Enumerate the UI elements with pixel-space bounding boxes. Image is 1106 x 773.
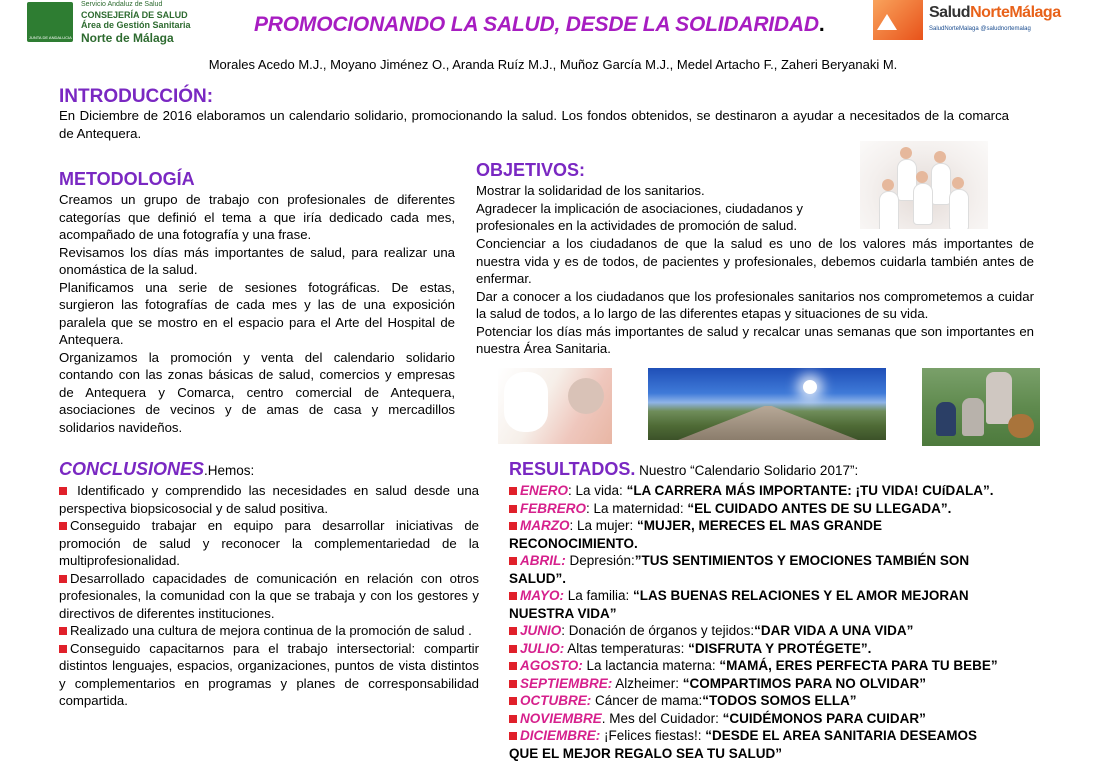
month-phrase: “CUIDÉMONOS PARA CUIDAR” — [722, 710, 926, 726]
poster-title-dot: . — [818, 13, 825, 36]
month-row-continued — [509, 535, 638, 553]
list-item — [59, 622, 479, 640]
month-row — [509, 710, 926, 728]
month-theme: : La maternidad: — [586, 500, 688, 516]
month-label: MAYO: — [520, 588, 564, 603]
conclusion-text: Desarrollado capacidades de comunicación en relación con otros profesionales, la comunidad con la que se trabaja y con los gestores y directivos de diferentes instituciones. — [59, 570, 479, 621]
staff-group-photo — [860, 141, 988, 229]
conclusion-text: Realizado una cultura de mejora continua de la promoción de salud . — [70, 623, 472, 638]
junta-emblem-icon — [27, 2, 73, 42]
month-label: MARZO — [520, 518, 570, 533]
metodologia-heading: METODOLOGÍA — [59, 169, 195, 189]
month-theme: . Mes del Cuidador: — [601, 710, 723, 726]
month-row — [509, 552, 969, 570]
bullet-square-icon — [509, 715, 517, 723]
poster-title — [254, 13, 824, 37]
month-theme: Altas temperaturas: — [564, 640, 689, 656]
objetivos-heading: OBJETIVOS: — [476, 160, 586, 180]
metodologia-paragraph: Planificamos una serie de sesiones fotográficas. De estas, surgieron las fotografías de cada mes y las de una exposición paralela que se mostro en el espacio para el Arte del Hospital de Antequera. — [59, 279, 455, 347]
snm-brand-a: Salud — [929, 4, 971, 21]
bullet-square-icon — [59, 645, 67, 653]
authors-line: Morales Acedo M.J., Moyano Jiménez O., Aranda Ruíz M.J., Muñoz García M.J., Medel Artacho F., Zaheri Beryanaki M. — [208, 57, 898, 72]
month-phrase: “TODOS SOMOS ELLA” — [702, 693, 857, 708]
month-label: DICIEMBRE: — [520, 728, 601, 743]
bullet-square-icon — [509, 732, 517, 740]
resultados-header — [509, 459, 858, 480]
month-phrase-continued: SALUD”. — [509, 570, 566, 586]
junta-line-3: Norte de Málaga — [81, 31, 174, 45]
junta-emblem-text: JUNTA DE ANDALUCIA — [29, 35, 72, 40]
month-theme: Depresión: — [565, 553, 635, 568]
month-row-continued — [509, 570, 566, 588]
junta-line-2: Área de Gestión Sanitaria — [81, 20, 191, 30]
month-theme: Alzheimer: — [612, 675, 683, 691]
resultados-lead: Nuestro “Calendario Solidario 2017”: — [635, 463, 859, 478]
objetivo-paragraph: Potenciar los días más importantes de salud y recalcar unas semanas que son importantes en nuestra Área Sanitaria. — [476, 323, 1034, 356]
objetivo-paragraph: Mostrar la solidaridad de los sanitarios. — [476, 183, 705, 198]
month-row-continued — [509, 745, 782, 763]
snm-brand-b: NorteMálaga — [970, 4, 1061, 21]
mountain-icon — [873, 0, 923, 40]
month-label: SEPTIEMBRE: — [520, 675, 613, 691]
month-row — [509, 482, 994, 500]
family-with-dog-photo — [922, 368, 1040, 446]
month-theme: La lactancia materna: — [582, 658, 720, 673]
month-row — [509, 657, 998, 675]
conclusiones-header — [59, 459, 254, 480]
month-phrase: “MAMÁ, ERES PERFECTA PARA TU BEBE” — [719, 658, 998, 673]
snm-brand-text — [929, 4, 1061, 22]
month-phrase: “DAR VIDA A UNA VIDA” — [754, 623, 914, 638]
objetivo-paragraph: Dar a conocer a los ciudadanos que los profesionales sanitarios nos comprometemos a cuidar la salud de todos, a lo largo de las diferentes etapas y situaciones de su vida. — [476, 288, 1034, 321]
conclusion-text: Conseguido capacitarnos para el trabajo intersectorial: compartir distintos lenguajes, espacios, organizaciones, puntos de vista distintos y complementarios en programas y planes de corresponsabilidad compartida. — [59, 640, 479, 708]
bullet-square-icon — [509, 697, 517, 705]
month-phrase: “MUJER, MERECES EL MAS GRANDE — [637, 518, 883, 533]
conclusiones-list — [59, 482, 479, 710]
month-row — [509, 640, 871, 658]
bullet-square-icon — [59, 487, 67, 495]
month-theme: : La mujer: — [569, 518, 638, 533]
bullet-square-icon — [509, 627, 517, 635]
metodologia-paragraph: Creamos un grupo de trabajo con profesionales de diferentes categorías que definió el tema a que iría dedicado cada mes, acompañado de una fotografía y una frase. — [59, 192, 455, 242]
snm-social-handles: SaludNorteMalaga @saludnortemalag — [929, 26, 1031, 32]
month-row-continued — [509, 605, 617, 623]
junta-line-0: Servicio Andaluz de Salud — [81, 1, 163, 8]
intro-text: En Diciembre de 2016 elaboramos un calendario solidario, promocionando la salud. Los fondos obtenidos, se destinaron a ayudar a necesitados de la comarca de Antequera. — [59, 108, 1009, 141]
month-phrase: ”TUS SENTIMIENTOS Y EMOCIONES TAMBIÉN SON — [634, 553, 970, 568]
objetivos-body — [476, 235, 1034, 358]
month-row — [509, 517, 882, 535]
list-item — [59, 570, 479, 623]
objetivo-paragraph: Agradecer la implicación de asociaciones, ciudadanos y profesionales en la actividades de promoción de salud. — [476, 200, 803, 233]
month-label: FEBRERO — [520, 500, 587, 516]
bullet-square-icon — [59, 575, 67, 583]
list-item — [59, 640, 479, 710]
objetivo-paragraph: Concienciar a los ciudadanos de que la salud es uno de los valores más importantes de nuestra vida y es de todos, de pacientes y profesionales, debemos cuidarla también antes de enfermar. — [476, 236, 1034, 286]
metodologia-paragraph: Revisamos los días más importantes de salud, para realizar una onomástica de la salud. — [59, 244, 455, 277]
month-label: JULIO: — [520, 640, 565, 656]
month-row — [509, 500, 951, 518]
month-phrase: “DISFRUTA Y PROTÉGETE”. — [688, 640, 872, 656]
month-row — [509, 622, 913, 640]
metodologia-body — [59, 191, 455, 436]
bullet-square-icon — [509, 645, 517, 653]
bullet-square-icon — [509, 557, 517, 565]
month-row — [509, 675, 926, 693]
month-row — [509, 692, 857, 710]
metodologia-paragraph: Organizamos la promoción y venta del calendario solidario contando con las zonas básicas de salud, comercios y empresas de Antequera y Comarca, centro comercial de Antequera, asociaciones de vecinos y de amas de casa y mercadillos solidarios navideños. — [59, 349, 455, 435]
month-phrase: “DESDE EL AREA SANITARIA DESEAMOS — [705, 728, 978, 743]
bullet-square-icon — [509, 592, 517, 600]
bullet-square-icon — [509, 505, 517, 513]
bullet-square-icon — [509, 487, 517, 495]
month-phrase: “COMPARTIMOS PARA NO OLVIDAR” — [682, 675, 927, 691]
month-theme: Cáncer de mama: — [591, 693, 703, 708]
poster-title-text: PROMOCIONANDO LA SALUD, DESDE LA SOLIDARIDAD — [254, 13, 819, 36]
junta-line-1: CONSEJERÍA DE SALUD — [81, 10, 188, 20]
countryside-path-photo — [648, 368, 886, 440]
conclusiones-heading: CONCLUSIONES — [59, 459, 205, 479]
list-item — [59, 517, 479, 570]
month-row — [509, 587, 969, 605]
month-theme: : La vida: — [568, 483, 627, 498]
month-phrase: “LAS BUENAS RELACIONES Y EL AMOR MEJORAN — [633, 588, 969, 603]
salud-norte-malaga-logo — [873, 0, 1078, 40]
month-label: AGOSTO: — [520, 658, 583, 673]
objetivos-body-top — [476, 182, 838, 235]
bullet-square-icon — [509, 662, 517, 670]
month-theme: La familia: — [564, 588, 634, 603]
conclusion-text: Conseguido trabajar en equipo para desarrollar iniciativas de promoción de salud y reconocer la complementariedad de la multiprofesionalidad. — [59, 518, 479, 568]
month-phrase-continued: QUE EL MEJOR REGALO SEA TU SALUD” — [509, 745, 783, 761]
bullet-square-icon — [509, 680, 517, 688]
bullet-square-icon — [59, 522, 67, 530]
sun-icon — [803, 380, 817, 394]
junta-andalucia-logo — [27, 0, 191, 45]
month-row — [509, 727, 977, 745]
month-phrase-continued: RECONOCIMIENTO. — [509, 535, 638, 551]
conclusion-text: Identificado y comprendido las necesidades en salud desde una perspectiva biopsicosocial y de salud positiva. — [59, 483, 479, 516]
caregiver-elderly-photo — [498, 368, 612, 444]
list-item — [59, 482, 479, 517]
month-phrase: “EL CUIDADO ANTES DE SU LLEGADA”. — [687, 500, 952, 516]
month-label: JUNIO — [520, 623, 562, 638]
junta-text-block — [81, 0, 191, 46]
intro-heading: INTRODUCCIÓN: — [59, 86, 214, 107]
month-phrase-continued: NUESTRA VIDA” — [509, 605, 617, 621]
month-label: OCTUBRE: — [520, 693, 592, 708]
month-label: NOVIEMBRE — [520, 710, 602, 726]
bullet-square-icon — [509, 522, 517, 530]
bullet-square-icon — [59, 627, 67, 635]
month-label: ABRIL: — [520, 553, 566, 568]
month-phrase: “LA CARRERA MÁS IMPORTANTE: ¡TU VIDA! CUíDALA”. — [626, 483, 994, 498]
month-label: ENERO — [520, 483, 569, 498]
resultados-heading: RESULTADOS. — [509, 459, 636, 479]
month-theme: ¡Felices fiestas!: — [600, 728, 706, 743]
conclusiones-lead: .Hemos: — [204, 463, 255, 478]
month-theme: : Donación de órganos y tejidos: — [561, 623, 755, 638]
